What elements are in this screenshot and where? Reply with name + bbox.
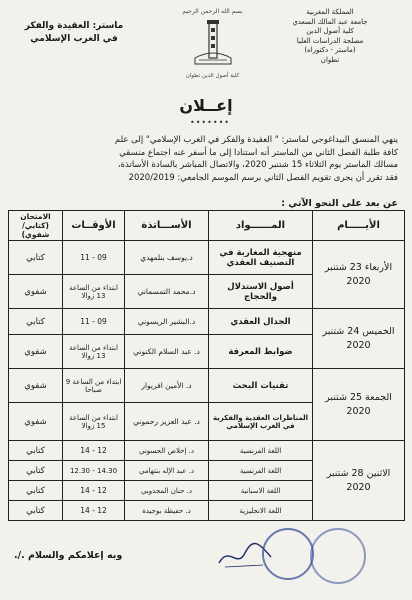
professor-cell: د. حفيظة بوجيدة — [125, 501, 209, 521]
exam-type-cell: كتابي — [9, 461, 63, 481]
header-line: مصلحة الدراسات العليا — [296, 36, 364, 45]
subject-cell: اللغة الاسبانية — [209, 481, 313, 501]
column-header-day: الأيـــــام — [313, 211, 405, 241]
time-cell: 12 - 14 — [63, 501, 125, 521]
official-stamp-icon — [262, 528, 314, 580]
header-line: تطوان — [320, 55, 340, 64]
time-cell: 12 - 14 — [63, 441, 125, 461]
header-line: (ماستر - دكتوراه) — [304, 46, 356, 54]
time-cell: 09 - 11 — [63, 241, 125, 275]
subject-cell: اللغة الانجليزية — [209, 501, 313, 521]
professor-cell: د. عبد السلام الكنوني — [125, 335, 209, 369]
professor-cell: د. عبد الإله بنتهامي — [125, 461, 209, 481]
table-header-row — [9, 211, 405, 241]
exam-type-cell: كتابي — [9, 481, 63, 501]
exam-type-cell: كتابي — [9, 309, 63, 335]
exam-type-cell: كتابي — [9, 441, 63, 461]
time-cell: 09 - 11 — [63, 309, 125, 335]
exam-type-cell: كتابي — [9, 241, 63, 275]
exam-type-cell: شفوي — [9, 335, 63, 369]
announcement-body — [14, 134, 398, 184]
professor-cell: د.يوسف بنلمهدي — [125, 241, 209, 275]
day-cell: الاثنين 28 شتنبر 2020 — [313, 441, 405, 521]
faculty-logo-icon — [191, 18, 235, 68]
header-center — [175, 8, 250, 79]
exam-type-cell: كتابي — [9, 501, 63, 521]
column-header-professor: الأســـاتذة — [125, 211, 209, 241]
body-line: فقد تقرر أن يجرى تقويم الفصل الثاني برسم الموسم الجامعي: 2020/2019 — [128, 172, 398, 183]
header-line: كلية أصول الدين — [306, 27, 354, 35]
institution-header — [260, 8, 400, 65]
subject-cell: ضوابط المعرفة — [209, 335, 313, 369]
professor-cell: د.البشير الريسوني — [125, 309, 209, 335]
subject-cell: الجدال العقدي — [209, 309, 313, 335]
time-cell: ابتداء من الساعة 9 صباحا — [63, 369, 125, 403]
logo-caption: كلية أصول الدين تطوان — [185, 73, 240, 79]
subject-cell: اللغة الفرنسية — [209, 441, 313, 461]
header-line: المملكة المغربية — [306, 8, 354, 16]
time-cell: 14.30 - 12.30 — [63, 461, 125, 481]
column-header-exam-type: الامتحان (كتابي/ شفوي) — [9, 211, 63, 241]
time-cell: ابتداء من الساعة 13 زوالا — [63, 275, 125, 309]
day-cell: الجمعة 25 شتنبر 2020 — [313, 369, 405, 441]
professor-cell: د. الأمين افريوار — [125, 369, 209, 403]
exam-schedule-table — [8, 210, 405, 521]
professor-cell: د. حنان المجدوبي — [125, 481, 209, 501]
program-line: في الغرب الإسلامي — [30, 34, 118, 44]
subject-cell: منهجية المغاربة في التصنيف العقدي — [209, 241, 313, 275]
closing-line: وبه إعلامكم والسلام ./. — [14, 550, 123, 561]
table-row — [9, 309, 405, 335]
faculty-seal-icon — [310, 528, 366, 584]
table-row — [9, 441, 405, 461]
subject-cell: أصول الاستدلال والحجاج — [209, 275, 313, 309]
table-row — [9, 241, 405, 275]
header-line: جامعة عبد المالك السعدي — [292, 17, 368, 26]
time-cell: ابتداء من الساعة 15 زوالا — [63, 403, 125, 441]
day-cell: الخميس 24 شتنبر 2020 — [313, 309, 405, 369]
table-row — [9, 369, 405, 403]
time-cell: ابتداء من الساعة 13 زوالا — [63, 335, 125, 369]
program-line: ماستر: العقيدة والفكر — [24, 21, 124, 31]
time-cell: 12 - 14 — [63, 481, 125, 501]
day-cell: الأربعاء 23 شتنبر 2020 — [313, 241, 405, 309]
professor-cell: د. عبد العزيز رحموني — [125, 403, 209, 441]
body-line: ينهي المنسق البيداغوجي لماستر: " العقيدة والفكر في الغرب الإسلامي" إلى علم — [114, 135, 398, 145]
basmala: بسم الله الرحمن الرحيم — [182, 8, 243, 15]
column-header-subject: المــــــواد — [209, 211, 313, 241]
professor-cell: د. إخلاص الحسوني — [125, 441, 209, 461]
title-decoration: ••••••• — [189, 118, 231, 127]
body-line: كافة طلبة الفصل الثاني من الماستر أنه استنادا إلى ما أسفر عنه اجتماع منسقي — [119, 147, 398, 158]
master-program-header — [14, 20, 134, 46]
column-header-time: الأوقــات — [63, 211, 125, 241]
page-title: إعــلان — [179, 96, 233, 115]
exam-type-cell: شفوي — [9, 369, 63, 403]
exam-type-cell: شفوي — [9, 403, 63, 441]
body-line: مسالك الماستر يوم الثلاثاء 15 شتنبر 2020، والاتصال المباشر بالسادة الأساتذة، — [117, 160, 398, 170]
subject-cell: اللغة الفرنسية — [209, 461, 313, 481]
schedule-intro: عن بعد على النحو الآتي : — [281, 198, 398, 209]
subject-cell: المناظرات العقدية والفكرية في الغرب الإسلامي — [209, 403, 313, 441]
exam-type-cell: شفوي — [9, 275, 63, 309]
professor-cell: د.محمد التمسماني — [125, 275, 209, 309]
subject-cell: تقنيات البحث — [209, 369, 313, 403]
